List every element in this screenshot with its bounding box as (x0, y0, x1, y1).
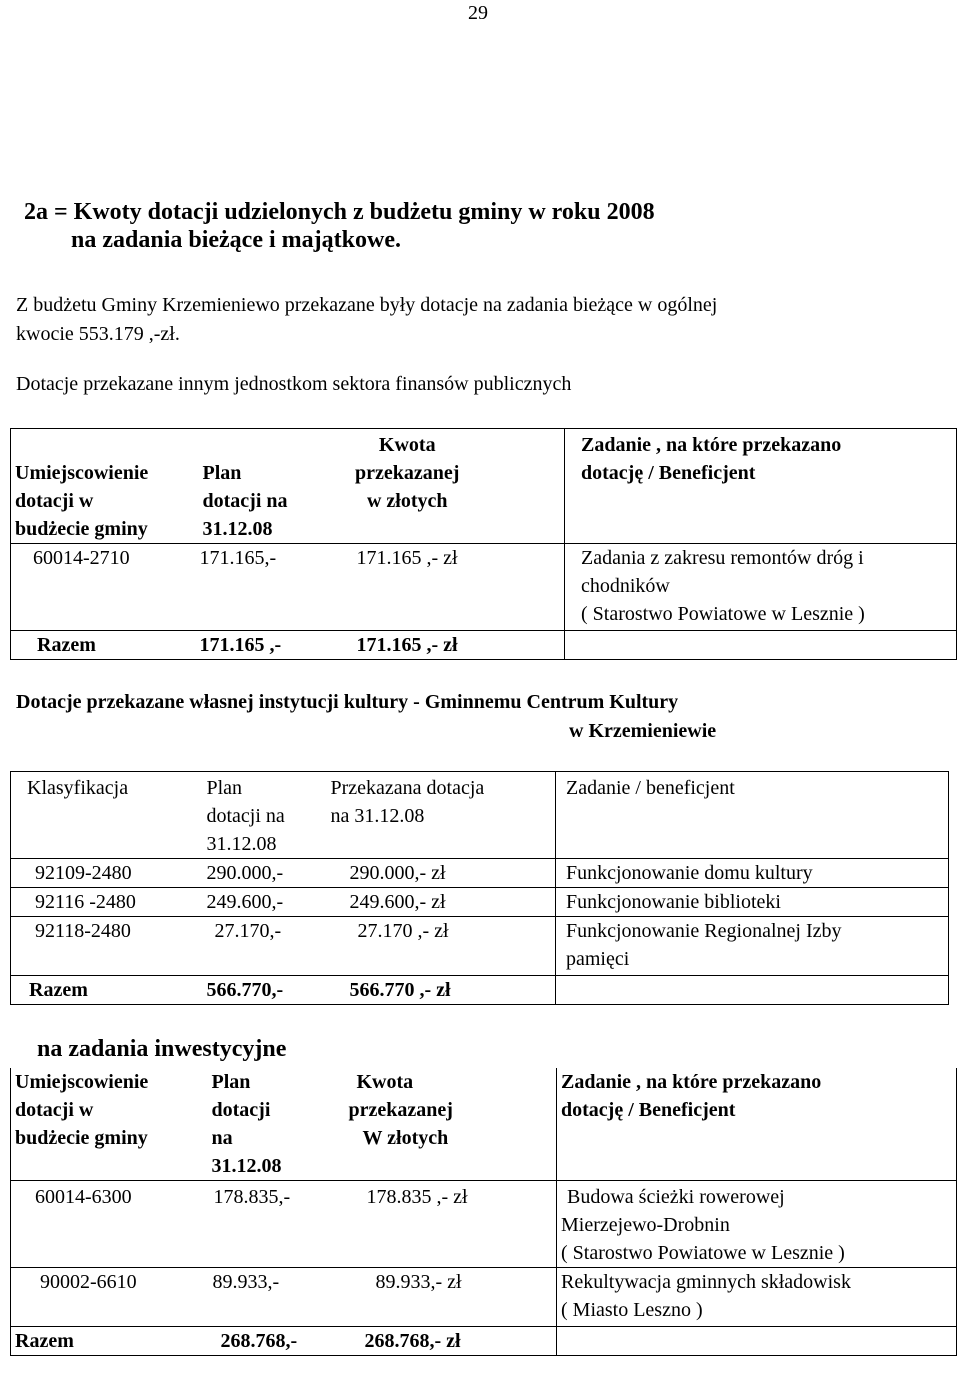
cell-task (565, 544, 957, 631)
header-col-task (556, 772, 949, 859)
cell-text: Razem (15, 1330, 74, 1352)
cell-text: 290.000,- (206, 862, 284, 884)
header-text: 31.12.08 (211, 1155, 282, 1177)
cell-text: Rekultywacja gminnych składowisk (561, 1271, 851, 1293)
document-title (24, 198, 655, 254)
total-task-empty (556, 976, 949, 1005)
cell-text: Funkcjonowanie biblioteki (566, 891, 781, 913)
cell-amount (320, 859, 556, 888)
table-row (11, 544, 957, 631)
table-row (11, 859, 949, 888)
cell-text: 90002-6610 (40, 1271, 137, 1293)
cell-text: 171.165 ,- zł (356, 634, 458, 656)
section2-heading-line-2: w Krzemieniewie (569, 720, 717, 742)
total-label (11, 976, 194, 1005)
header-text: budżecie gminy (15, 518, 148, 540)
header-text: W złotych (362, 1127, 449, 1149)
cell-text: pamięci (566, 948, 630, 970)
table-total-row (11, 631, 957, 660)
header-text: Zadanie , na które przekazano (561, 1071, 822, 1093)
header-col-location (11, 1068, 193, 1181)
header-text: dotację / Beneficjent (581, 462, 756, 484)
header-text: dotacji w (15, 490, 94, 512)
table-row (11, 888, 949, 917)
cell-code (11, 1268, 193, 1327)
header-text: Umiejscowienie (15, 462, 149, 484)
cell-code (11, 1181, 193, 1268)
cell-code (11, 917, 194, 976)
cell-amount (320, 917, 556, 976)
cell-text: 89.933,- (212, 1271, 280, 1293)
cell-task (556, 888, 949, 917)
cell-plan (193, 1268, 331, 1327)
cell-text: 89.933,- zł (375, 1271, 462, 1293)
header-text: dotacji na (206, 805, 285, 827)
table-row (11, 917, 949, 976)
cell-text: Budowa ścieżki rowerowej (567, 1186, 785, 1208)
header-text: Przekazana dotacja (330, 777, 485, 799)
cell-text: ( Starostwo Powiatowe w Lesznie ) (561, 1242, 845, 1264)
table-row (11, 1181, 957, 1268)
header-col-plan (194, 772, 320, 859)
cell-text: ( Starostwo Powiatowe w Lesznie ) (581, 603, 865, 625)
header-text: dotacji na (202, 490, 288, 512)
cell-text: 27.170 ,- zł (357, 920, 449, 942)
cell-text: 171.165,- (199, 547, 277, 569)
intro-line-2: kwocie 553.179 ,-zł. (16, 323, 180, 345)
header-text: Zadanie / beneficjent (566, 777, 735, 799)
cell-task (556, 917, 949, 976)
cell-text: 60014-2710 (33, 547, 130, 569)
header-text: Zadanie , na które przekazano (581, 434, 842, 456)
cell-task (557, 1268, 957, 1327)
cell-code (11, 859, 194, 888)
header-text: 31.12.08 (202, 518, 273, 540)
cell-text: Razem (29, 979, 88, 1001)
header-col-amount (331, 1068, 557, 1181)
cell-task (556, 859, 949, 888)
cell-text: 249.600,- (206, 891, 284, 913)
cell-text: 27.170,- (214, 920, 282, 942)
cell-text: chodników (581, 575, 670, 597)
cell-text: 171.165 ,- zł (356, 547, 458, 569)
table-total-row (11, 1327, 957, 1356)
section1-table (10, 428, 957, 660)
total-plan (193, 1327, 331, 1356)
cell-text: 178.835,- (213, 1186, 291, 1208)
cell-text: 566.770 ,- zł (349, 979, 451, 1001)
table-header-row (11, 772, 949, 859)
cell-amount (320, 888, 556, 917)
header-col-amount (331, 429, 565, 544)
header-col-amount (320, 772, 556, 859)
cell-text: Zadania z zakresu remontów dróg i (581, 547, 864, 569)
cell-text: 60014-6300 (35, 1186, 132, 1208)
table-header-row (11, 429, 957, 544)
title-line-2: na zadania bieżące i majątkowe. (71, 227, 401, 253)
header-text: dotację / Beneficjent (561, 1099, 736, 1121)
cell-amount (331, 1181, 557, 1268)
total-label (11, 631, 193, 660)
header-text: budżecie gminy (15, 1127, 148, 1149)
cell-text: 290.000,- zł (349, 862, 446, 884)
header-col-plan (193, 1068, 331, 1181)
header-col-task (557, 1068, 957, 1181)
cell-text: ( Miasto Leszno ) (561, 1299, 703, 1321)
header-col-location (11, 429, 193, 544)
total-plan (193, 631, 331, 660)
cell-amount (331, 544, 565, 631)
total-label (11, 1327, 193, 1356)
cell-text: Funkcjonowanie domu kultury (566, 862, 813, 884)
header-col-plan (193, 429, 331, 544)
cell-text: 92109-2480 (35, 862, 132, 884)
header-text: na (211, 1127, 233, 1149)
cell-text: Razem (37, 634, 96, 656)
cell-text: 92118-2480 (35, 920, 131, 942)
intro-line-1: Z budżetu Gminy Krzemieniewo przekazane były dotacje na zadania bieżące w ogólnej (16, 294, 718, 316)
table-header-row (11, 1068, 957, 1181)
header-text: Plan (211, 1071, 251, 1093)
header-text: Umiejscowienie (15, 1071, 149, 1093)
cell-plan (193, 1181, 331, 1268)
header-text: w złotych (366, 490, 448, 512)
header-text: 31.12.08 (206, 833, 277, 855)
title-line-1: 2a = Kwoty dotacji udzielonych z budżetu gminy w roku 2008 (24, 199, 655, 225)
cell-code (11, 888, 194, 917)
header-col-classification (11, 772, 194, 859)
header-text: dotacji (211, 1099, 271, 1121)
total-task-empty (557, 1327, 957, 1356)
section1-heading: Dotacje przekazane innym jednostkom sektora finansów publicznych (16, 373, 572, 395)
intro-paragraph (16, 291, 717, 349)
cell-text: 268.768,- (220, 1330, 298, 1352)
section2-table (10, 771, 949, 1005)
cell-text: Funkcjonowanie Regionalnej Izby (566, 920, 842, 942)
cell-text: 178.835 ,- zł (366, 1186, 468, 1208)
cell-plan (194, 917, 320, 976)
section3-heading: na zadania inwestycyjne (37, 1036, 287, 1062)
header-col-task (565, 429, 957, 544)
section3-table (10, 1068, 957, 1356)
section2-heading-line-1: Dotacje przekazane własnej instytucji kultury - Gminnemu Centrum Kultury (16, 691, 679, 713)
header-text: na 31.12.08 (330, 805, 425, 827)
section2-heading (16, 688, 716, 746)
cell-code (11, 544, 193, 631)
cell-amount (331, 1268, 557, 1327)
header-text: dotacji w (15, 1099, 94, 1121)
cell-plan (194, 888, 320, 917)
cell-plan (194, 859, 320, 888)
header-text: przekazanej (355, 462, 460, 484)
table-total-row (11, 976, 949, 1005)
total-amount (331, 1327, 557, 1356)
total-plan (194, 976, 320, 1005)
cell-text: 249.600,- zł (349, 891, 446, 913)
cell-task (557, 1181, 957, 1268)
cell-text: 268.768,- zł (364, 1330, 461, 1352)
header-text: Klasyfikacja (27, 777, 129, 799)
header-text: Kwota (378, 434, 436, 456)
header-text: Plan (206, 777, 243, 799)
cell-text: 171.165 ,- (199, 634, 282, 656)
total-amount (331, 631, 565, 660)
header-text: Plan (202, 462, 242, 484)
cell-text: 92116 -2480 (35, 891, 136, 913)
header-text: przekazanej (348, 1099, 453, 1121)
total-task-empty (565, 631, 957, 660)
total-amount (320, 976, 556, 1005)
cell-text: Mierzejewo-Drobnin (561, 1214, 730, 1236)
header-text: Kwota (356, 1071, 414, 1093)
table-row (11, 1268, 957, 1327)
cell-text: 566.770,- (206, 979, 284, 1001)
cell-plan (193, 544, 331, 631)
page-number: 29 (468, 2, 488, 24)
